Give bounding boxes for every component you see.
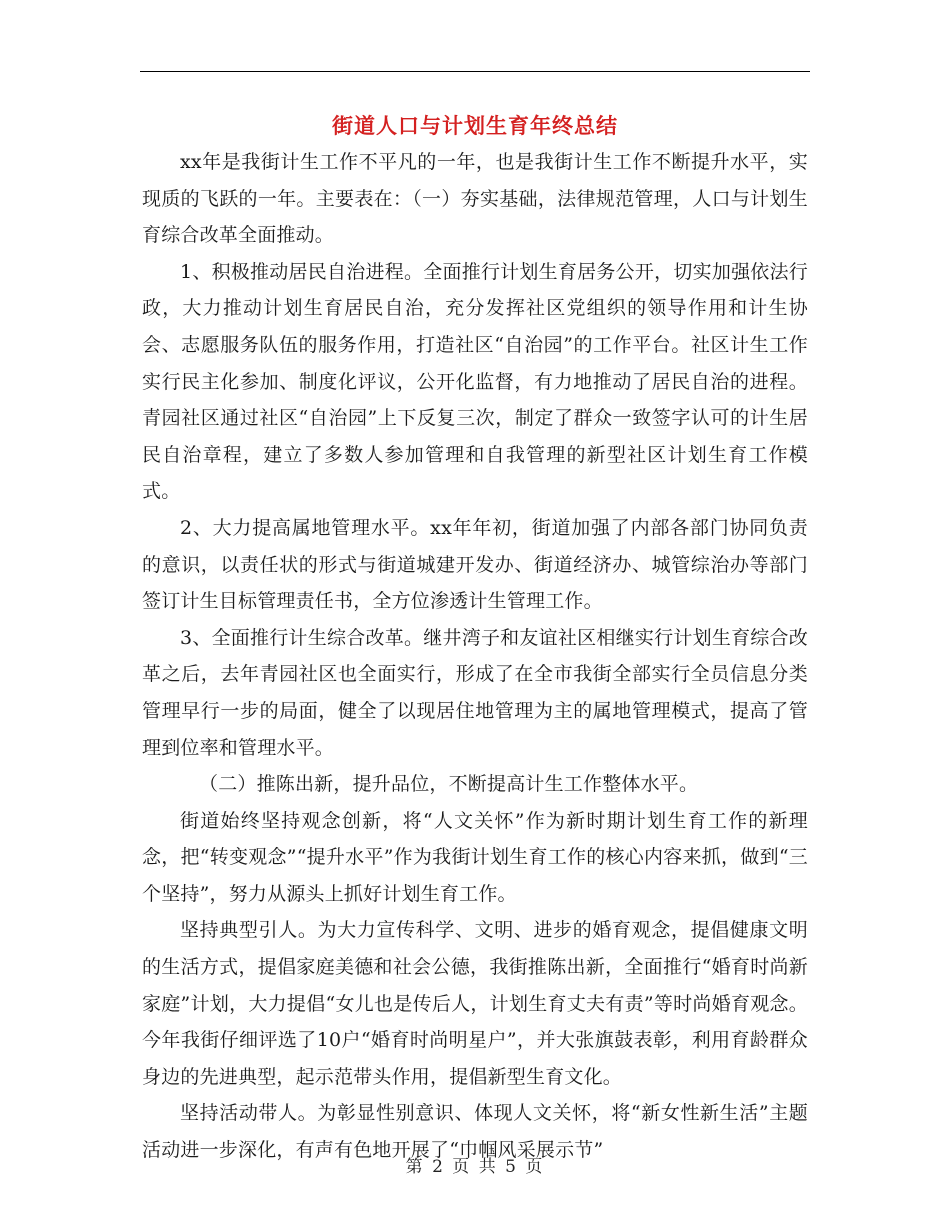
paragraph: 街道始终坚持观念创新，将“人文关怀”作为新时期计划生育工作的新理念，把“转变观念”“提升水平”作为我街计划生育工作的核心内容来抓，做到“三个坚持”，努力从源头上抓好计划生育工作。 [142,809,808,905]
document-body [142,144,808,1169]
paragraph: 坚持典型引人。为大力宣传科学、文明、进步的婚育观念，提倡健康文明的生活方式，提倡家庭美德和社会公德，我街推陈出新，全面推行“婚育时尚新家庭”计划，大力提倡“女儿也是传后人，计划生育丈夫有责”等时尚婚育观念。今年我街仔细评选了10户“婚育时尚明星户”，并大张旗鼓表彰，利用育龄群众身边的先进典型，起示范带头作用，提倡新型生育文化。 [142,919,808,1088]
paragraph: xx年是我街计生工作不平凡的一年，也是我街计生工作不断提升水平，实现质的飞跃的一年。主要表在：（一）夯实基础，法律规范管理，人口与计划生育综合改革全面推动。 [142,151,808,247]
document-title: 街道人口与计划生育年终总结 [332,113,618,138]
paragraph: 1、积极推动居民自治进程。全面推行计划生育居务公开，切实加强依法行政，大力推动计划生育居民自治，充分发挥社区党组织的领导作用和计生协会、志愿服务队伍的服务作用，打造社区“自治园”的工作平台。社区计生工作实行民主化参加、制度化评议，公开化监督，有力地推动了居民自治的进程。青园社区通过社区“自治园”上下反复三次，制定了群众一致签字认可的计生居民自治章程，建立了多数人参加管理和自我管理的新型社区计划生育工作模式。 [142,260,808,503]
paragraph: 2、大力提高属地管理水平。xx年年初，街道加强了内部各部门协同负责的意识，以责任状的形式与街道城建开发办、街道经济办、城管综治办等部门签订计生目标管理责任书，全方位渗透计生管理工作。 [142,516,808,613]
section-heading: （二）推陈出新，提升品位，不断提高计生工作整体水平。 [199,773,699,796]
header-rule [140,71,810,72]
page-footer: 第 2 页 共 5 页 [405,1157,545,1177]
paragraph: 3、全面推行计生综合改革。继井湾子和友谊社区相继实行计划生育综合改革之后，去年青园社区也全面实行，形成了在全市我街全部实行全员信息分类管理早行一步的局面，健全了以现居住地管理为主的属地管理模式，提高了管理到位率和管理水平。 [142,626,808,759]
paragraph: 坚持活动带人。为彰显性别意识、体现人文关怀，将“新女性新生活”主题活动进一步深化，有声有色地开展了“巾帼风采展示节” [142,1102,808,1162]
